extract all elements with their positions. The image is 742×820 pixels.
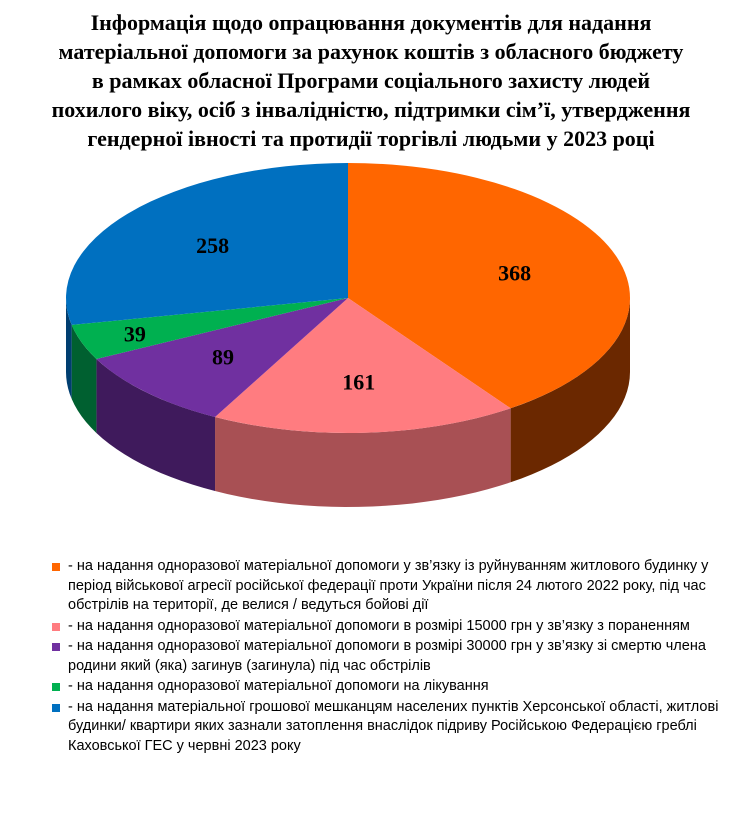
legend-item bbox=[52, 637, 722, 676]
data-label-blue: 258 bbox=[196, 233, 230, 259]
legend-text: - на надання одноразової матеріальної допомоги у зв’язку із руйнуванням житлового будинку у період військової агресії російської федерації проти України після 24 лютого 2022 року, під час обстрілів на території, де велися / ведуться бойові дії bbox=[68, 558, 709, 613]
legend-swatch-orange bbox=[52, 563, 60, 571]
legend-swatch-blue bbox=[52, 704, 60, 712]
chart-title-line: Інформація щодо опрацювання документів для надання bbox=[90, 10, 652, 35]
data-label-purple: 89 bbox=[212, 344, 234, 370]
legend-item bbox=[52, 677, 722, 697]
legend-text: - на надання одноразової матеріальної допомоги в розмірі 30000 грн у зв’язку зі смертю члена родини який (яка) загинув (загинула) під час обстрілів bbox=[68, 638, 706, 674]
chart-title-line: матеріальної допомоги за рахунок коштів з обласного бюджету bbox=[58, 39, 684, 64]
legend-text: - на надання одноразової матеріальної допомоги в розмірі 15000 грн у зв’язку з пораненням bbox=[68, 617, 690, 634]
chart-legend bbox=[52, 557, 722, 757]
chart-title-line: гендерної івності та протидії торгівлі людьми у 2023 році bbox=[87, 126, 655, 151]
legend-item bbox=[52, 557, 722, 616]
chart-title-line: похилого віку, осіб з інвалідністю, підтримки сім’ї, утвердження bbox=[51, 97, 691, 122]
legend-text: - на надання одноразової матеріальної допомоги на лікування bbox=[68, 678, 489, 694]
legend-swatch-pink bbox=[52, 623, 60, 631]
legend-item bbox=[52, 617, 722, 637]
legend-swatch-purple bbox=[52, 643, 60, 651]
data-label-green: 39 bbox=[123, 321, 146, 347]
chart-title-line: в рамках обласної Програми соціального захисту людей bbox=[91, 68, 651, 93]
legend-swatch-green bbox=[52, 683, 60, 691]
legend-item bbox=[52, 698, 722, 757]
data-label-pink: 161 bbox=[342, 369, 376, 395]
data-label-orange: 368 bbox=[498, 260, 532, 286]
legend-text: - на надання матеріальної грошової мешканцям населених пунктів Херсонської області, житлові будинки/ квартири яких зазнали затоплення внаслідок підриву Російською Федерацією греблі Каховської ГЕС у червні 2023 року bbox=[68, 698, 719, 754]
